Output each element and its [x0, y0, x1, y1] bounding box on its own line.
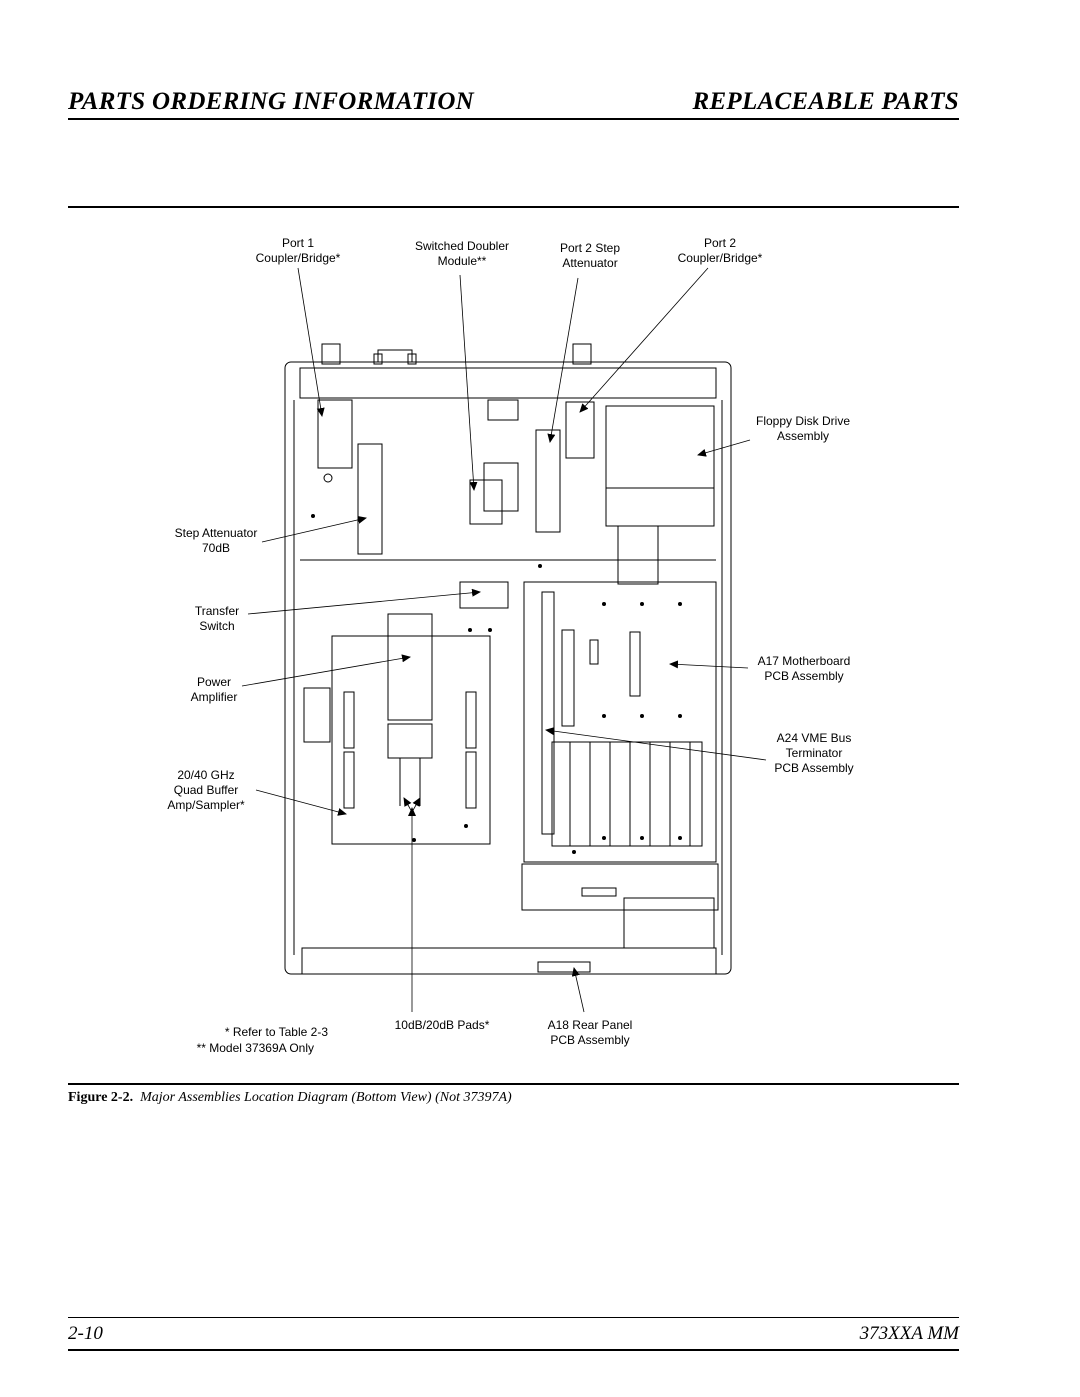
transfer-switch: [460, 582, 508, 608]
figure-number: Figure 2-2.: [68, 1090, 134, 1105]
port1-coupler: [318, 400, 352, 468]
rear-panel-bar: [302, 948, 716, 974]
footer-rule-bottom: [68, 1349, 959, 1351]
port2-coupler: [566, 402, 594, 458]
label-a24: A24 VME Bus Terminator PCB Assembly: [774, 731, 854, 775]
floppy-drive: [606, 406, 714, 526]
label-transfer-switch: Transfer Switch: [194, 604, 240, 633]
leader-a24: [546, 730, 766, 760]
manual-id: 373XXA MM: [859, 1323, 959, 1344]
leader-power-amp: [242, 657, 410, 686]
page-number: 2-10: [68, 1323, 103, 1344]
section-title: PARTS ORDERING INFORMATION: [68, 88, 475, 115]
leader-step-att: [262, 518, 366, 542]
a17-motherboard: [524, 582, 716, 862]
leader-port2: [580, 268, 708, 412]
port1-connector: [322, 344, 340, 364]
caption-rule: [68, 1083, 959, 1085]
port2-connector: [573, 344, 591, 364]
label-quad-buffer: 20/40 GHz Quad Buffer Amp/Sampler*: [167, 768, 245, 812]
leader-transfer: [248, 592, 480, 614]
label-port2-step: Port 2 Step Attenuator: [559, 241, 621, 270]
figure-caption: [68, 1090, 512, 1106]
port2-step-attenuator: [536, 430, 560, 532]
label-a17: A17 Motherboard PCB Assembly: [757, 654, 851, 683]
label-power-amp: Power Amplifier: [190, 675, 238, 704]
leader-pads-3: [412, 798, 420, 812]
label-doubler: Switched Doubler Module**: [414, 239, 510, 268]
label-a18: A18 Rear Panel PCB Assembly: [547, 1018, 633, 1047]
footer-rule-top: [68, 1317, 959, 1318]
label-pads: 10dB/20dB Pads*: [394, 1018, 490, 1032]
label-port2: Port 2 Coupler/Bridge*: [677, 236, 763, 265]
vme-slots: [552, 742, 702, 846]
leader-port1: [298, 268, 322, 416]
leader-doubler: [460, 275, 474, 490]
doubler-bracket: [378, 350, 412, 362]
leader-a17: [670, 664, 748, 668]
leader-pads-2: [404, 798, 412, 812]
leader-floppy: [698, 440, 750, 455]
chapter-title: REPLACEABLE PARTS: [692, 88, 959, 115]
label-floppy: Floppy Disk Drive Assembly: [755, 414, 851, 443]
footnote-double: ** Model 37369A Only: [196, 1041, 314, 1055]
step-attenuator: [358, 444, 382, 554]
label-port1: Port 1 Coupler/Bridge*: [255, 236, 341, 265]
leader-a18: [574, 968, 584, 1012]
leader-port2-step: [550, 278, 578, 442]
footnote-single: * Refer to Table 2-3: [224, 1025, 328, 1039]
a18-rear-panel-pcb: [522, 864, 718, 910]
doubler-module: [470, 480, 502, 524]
label-step-attenuator: Step Attenuator 70dB: [174, 526, 258, 555]
front-panel-bar: [300, 368, 716, 398]
figure-title: Major Assemblies Location Diagram (Bottom View) (Not 37397A): [140, 1090, 512, 1105]
